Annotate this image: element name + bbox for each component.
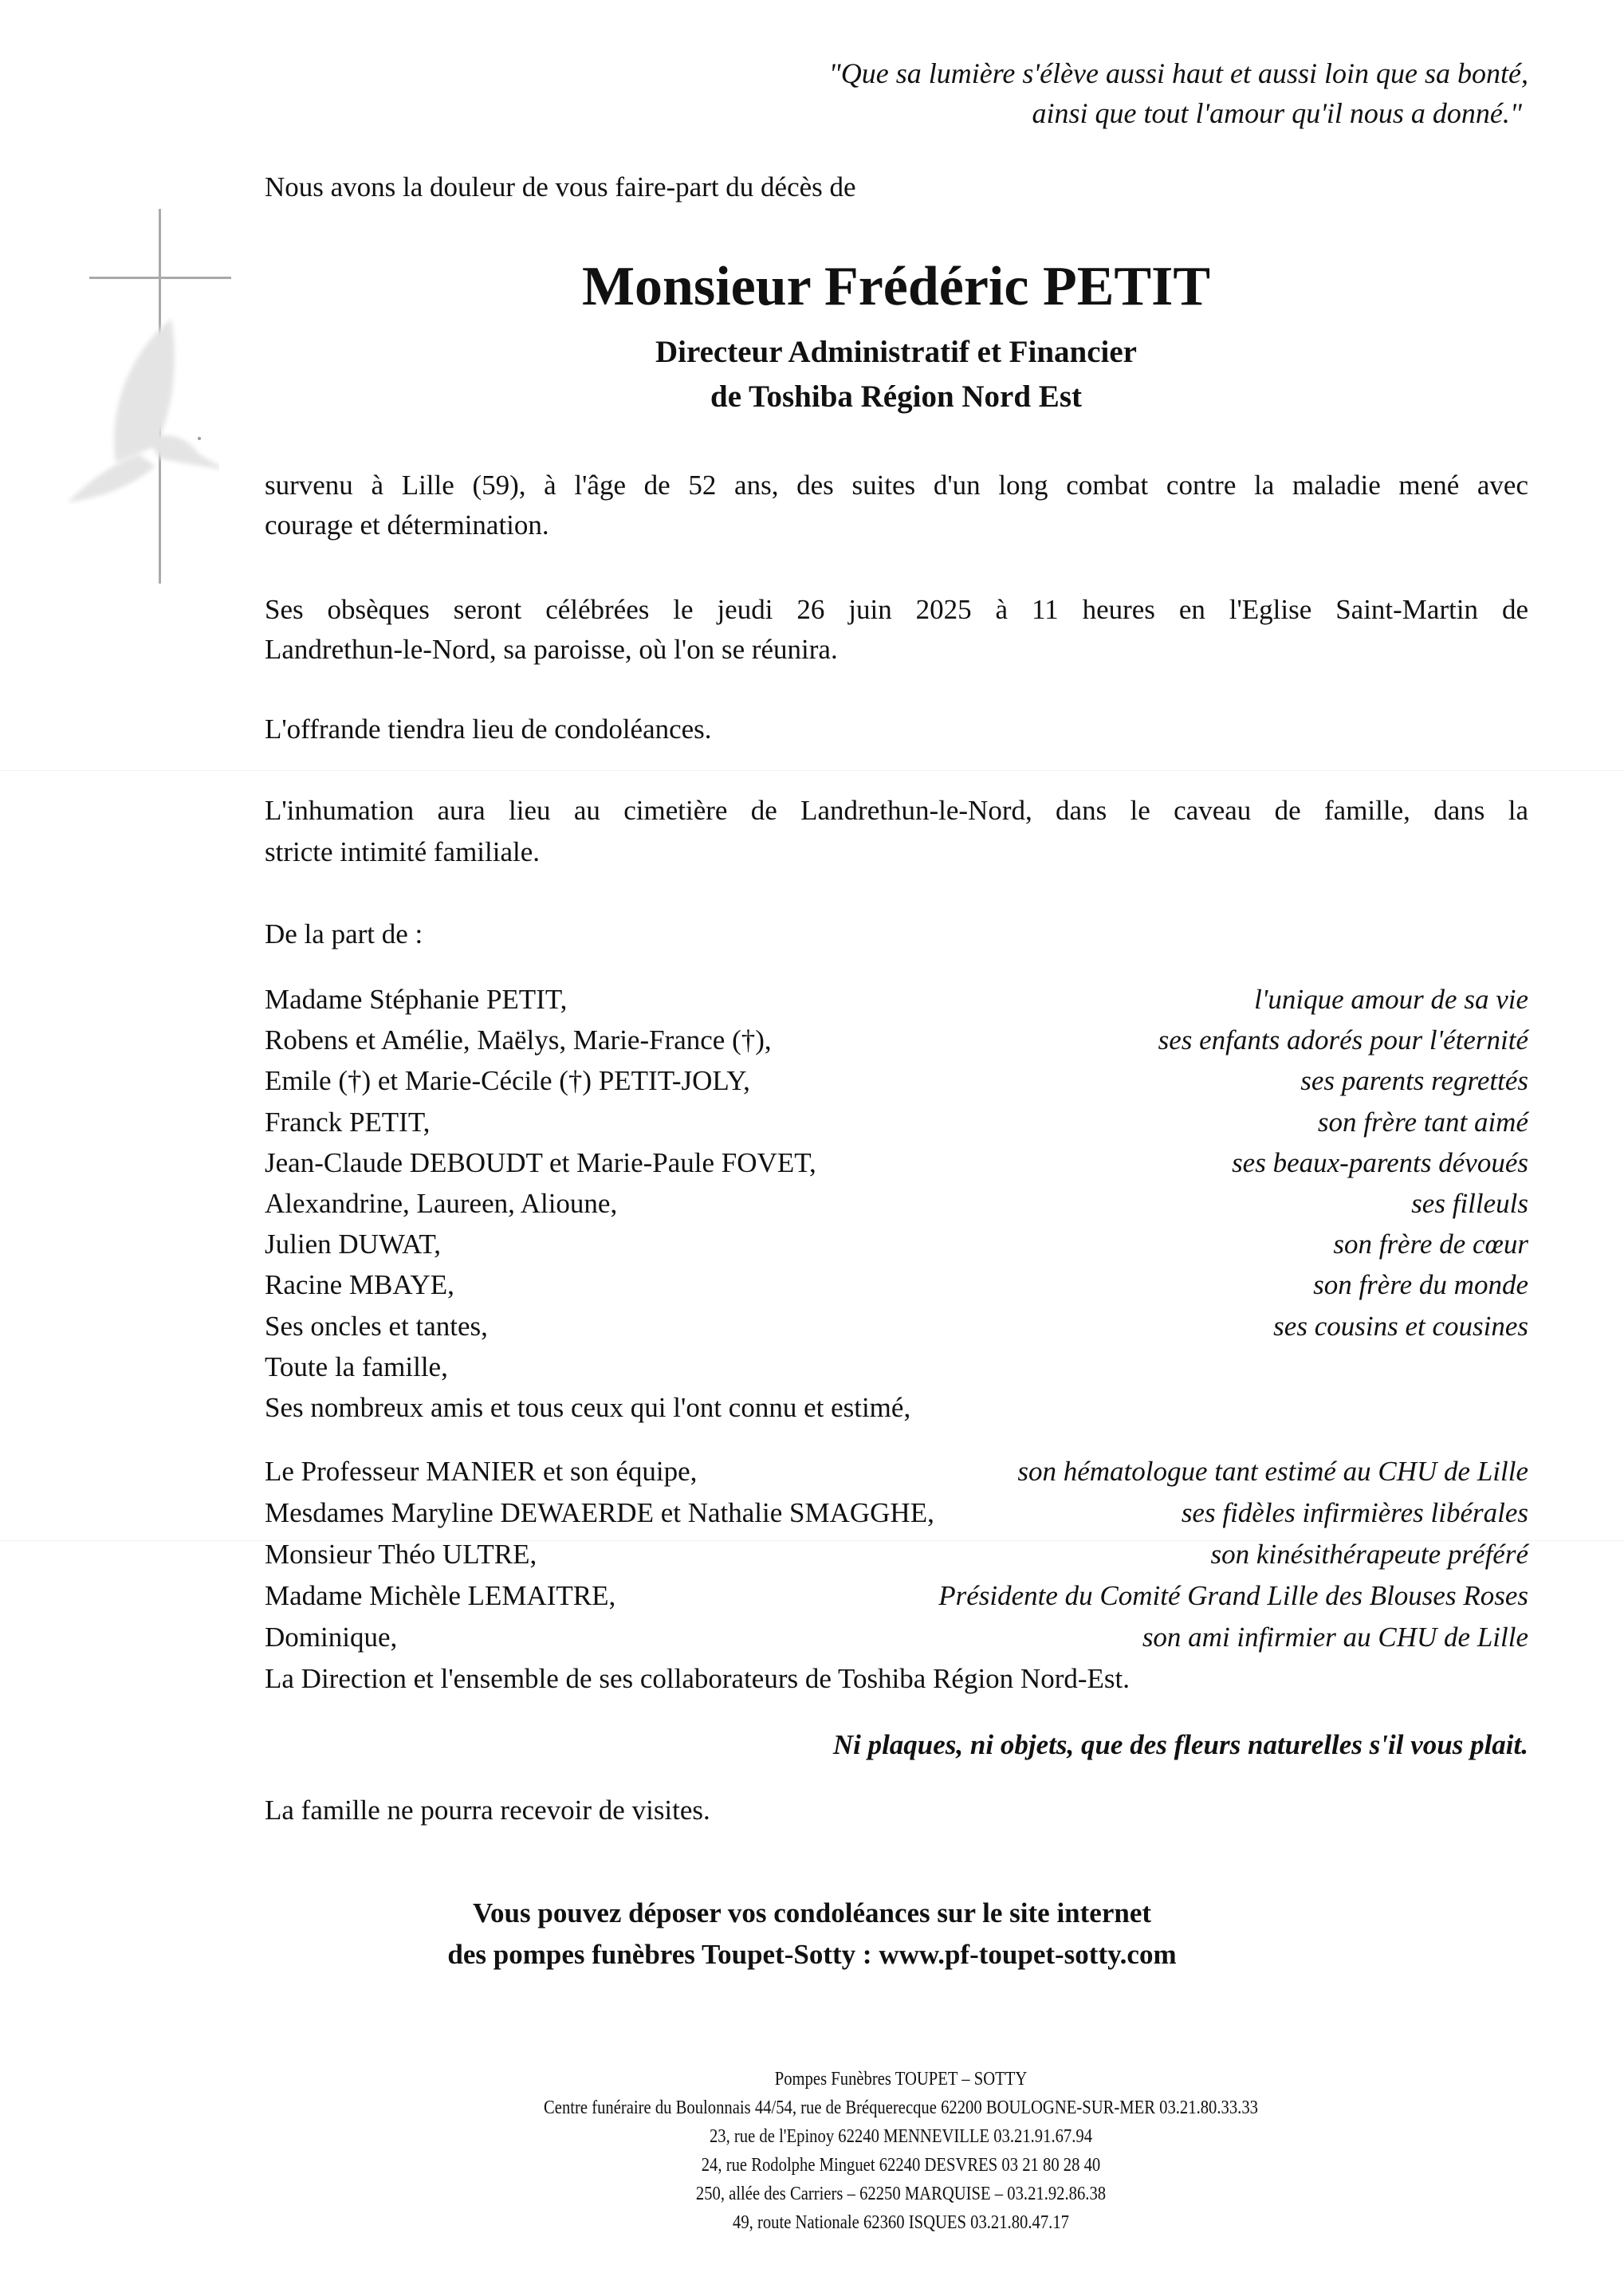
- mourner-relation: Présidente du Comité Grand Lille des Blouses Roses: [938, 1580, 1528, 1611]
- scan-line: [0, 770, 1624, 771]
- mourner-name: Monsieur Théo ULTRE,: [265, 1539, 537, 1570]
- mourner-name: Julien DUWAT,: [265, 1229, 441, 1260]
- footer-line: 24, rue Rodolphe Minguet 62240 DESVRES 03 21 80 28 40: [701, 2155, 1101, 2176]
- paragraph-line: courage et détermination.: [265, 509, 549, 541]
- mourner-name: Emile (†) et Marie-Cécile (†) PETIT-JOLY,: [265, 1065, 750, 1097]
- paragraph-line: L'inhumation aura lieu au cimetière de Landrethun-le-Nord, dans le caveau de famille, dans la: [265, 795, 1528, 826]
- mourner-name: La Direction et l'ensemble de ses collaborateurs de Toshiba Région Nord-Est.: [265, 1663, 1130, 1694]
- mourner-name: Dominique,: [265, 1622, 398, 1653]
- mourner-relation: l'unique amour de sa vie: [1254, 984, 1528, 1015]
- epigraph-line: "Que sa lumière s'élève aussi haut et aussi loin que sa bonté,: [828, 57, 1528, 89]
- paragraph-line: survenu à Lille (59), à l'âge de 52 ans, des suites d'un long combat contre la maladie mené avec: [265, 470, 1528, 501]
- paragraph-line: Ses obsèques seront célébrées le jeudi 26 juin 2025 à 11 heures en l'Eglise Saint-Martin de: [265, 594, 1528, 625]
- mourner-relation: ses cousins et cousines: [1273, 1310, 1528, 1342]
- flowers-notice: Ni plaques, ni objets, que des fleurs naturelles s'il vous plait.: [832, 1729, 1528, 1760]
- footer-line: 250, allée des Carriers – 62250 MARQUISE – 03.21.92.86.38: [695, 2184, 1107, 2204]
- footer-line: 23, rue de l'Epinoy 62240 MENNEVILLE 03.21.91.67.94: [709, 2126, 1093, 2147]
- mourner-relation: son kinésithérapeute préféré: [1210, 1539, 1528, 1570]
- mourner-name: Toute la famille,: [265, 1350, 448, 1382]
- position-line: Directeur Administratif et Financier: [655, 335, 1137, 369]
- intro-text: Nous avons la douleur de vous faire-part du décès de: [265, 171, 856, 202]
- mourner-name: Robens et Amélie, Maëlys, Marie-France (†),: [265, 1024, 772, 1056]
- condolences-line: des pompes funèbres Toupet-Sotty : www.pf-toupet-sotty.com: [447, 1939, 1177, 1970]
- paragraph-line: Landrethun-le-Nord, sa paroisse, où l'on se réunira.: [265, 634, 838, 665]
- mourner-name: Mesdames Maryline DEWAERDE et Nathalie SMAGGHE,: [265, 1497, 934, 1528]
- mourner-name: Madame Michèle LEMAITRE,: [265, 1580, 616, 1611]
- footer-line: Centre funéraire du Boulonnais 44/54, rue de Bréquerecque 62200 BOULOGNE-SUR-MER 03.21.80.33.33: [544, 2097, 1258, 2118]
- deceased-name: Monsieur Frédéric PETIT: [581, 256, 1211, 317]
- mourner-name: Racine MBAYE,: [265, 1269, 454, 1301]
- paragraph-line: L'offrande tiendra lieu de condoléances.: [265, 714, 712, 745]
- condolences-line: Vous pouvez déposer vos condoléances sur le site internet: [472, 1897, 1152, 1928]
- epigraph-line: ainsi que tout l'amour qu'il nous a donné.": [1032, 97, 1522, 129]
- paragraph-line: De la part de :: [265, 918, 423, 949]
- visits-notice: La famille ne pourra recevoir de visites.: [265, 1795, 710, 1826]
- mourner-name: Franck PETIT,: [265, 1106, 431, 1138]
- position-line: de Toshiba Région Nord Est: [710, 379, 1082, 414]
- mourner-relation: son frère du monde: [1313, 1269, 1528, 1301]
- mourner-relation: son frère tant aimé: [1317, 1106, 1528, 1138]
- mourner-relation: ses enfants adorés pour l'éternité: [1158, 1024, 1528, 1056]
- mourner-name: Ses oncles et tantes,: [265, 1310, 488, 1342]
- mourner-name: Jean-Claude DEBOUDT et Marie-Paule FOVET,: [265, 1146, 816, 1178]
- mourner-relation: ses fidèles infirmières libérales: [1181, 1497, 1528, 1528]
- mourner-name: Ses nombreux amis et tous ceux qui l'ont connu et estimé,: [265, 1392, 911, 1423]
- mourner-relation: son hématologue tant estimé au CHU de Lille: [1017, 1456, 1528, 1487]
- mourner-relation: son ami infirmier au CHU de Lille: [1142, 1622, 1528, 1653]
- mourner-name: Alexandrine, Laureen, Alioune,: [265, 1188, 618, 1219]
- mourner-name: Madame Stéphanie PETIT,: [265, 984, 568, 1015]
- mourner-relation: son frère de cœur: [1333, 1229, 1528, 1260]
- mourner-relation: ses parents regrettés: [1300, 1065, 1528, 1097]
- mourner-name: Le Professeur MANIER et son équipe,: [265, 1456, 698, 1487]
- footer-line: 49, route Nationale 62360 ISQUES 03.21.80.47.17: [733, 2212, 1069, 2233]
- paragraph-line: stricte intimité familiale.: [265, 836, 541, 867]
- mourner-relation: ses beaux-parents dévoués: [1232, 1146, 1528, 1178]
- mourner-relation: ses filleuls: [1411, 1188, 1528, 1219]
- footer-line: Pompes Funèbres TOUPET – SOTTY: [774, 2069, 1028, 2090]
